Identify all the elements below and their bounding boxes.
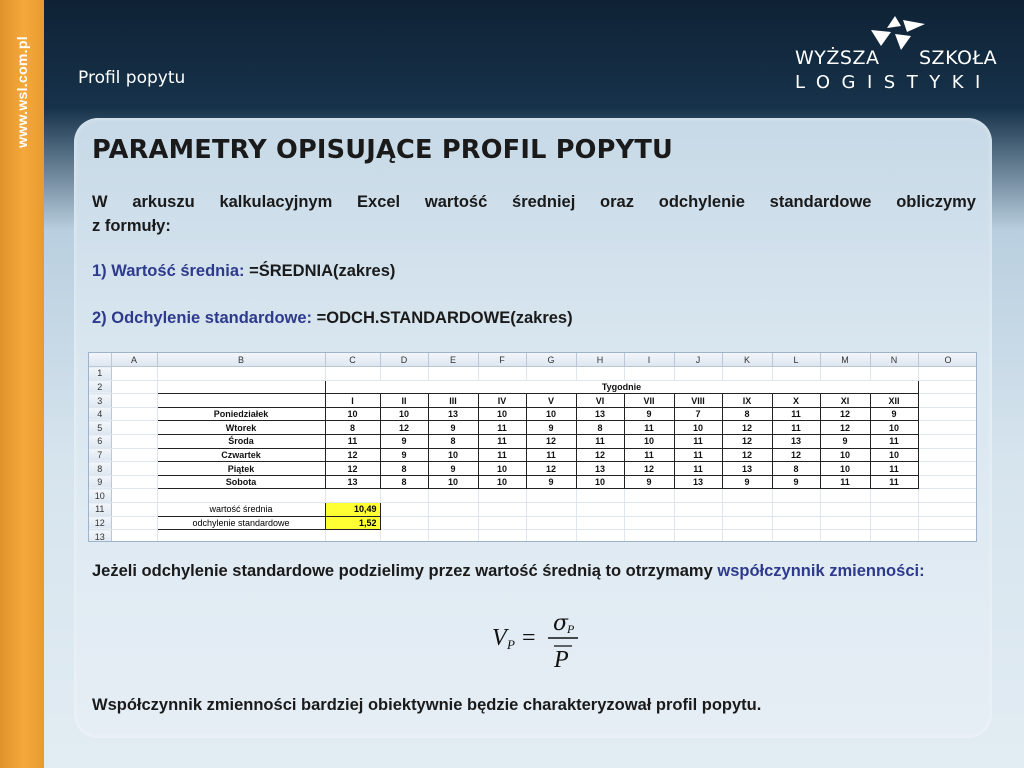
sheet-cell[interactable] xyxy=(918,475,977,489)
column-header-row xyxy=(89,353,977,367)
sheet-cell[interactable] xyxy=(674,489,722,503)
demand-value[interactable]: 12 xyxy=(772,448,820,462)
sheet-cell[interactable] xyxy=(111,503,157,517)
column-header[interactable]: O xyxy=(918,353,977,367)
week-header[interactable]: VII xyxy=(624,394,674,408)
sheet-cell[interactable] xyxy=(722,516,772,530)
sheet-cell[interactable] xyxy=(111,367,157,381)
column-header[interactable]: G xyxy=(526,353,576,367)
sheet-cell[interactable] xyxy=(111,475,157,489)
column-header[interactable]: C xyxy=(325,353,380,367)
demand-value[interactable]: 8 xyxy=(722,407,772,421)
sheet-row xyxy=(89,516,977,530)
demand-value[interactable]: 9 xyxy=(820,435,870,449)
demand-value[interactable]: 11 xyxy=(526,448,576,462)
sheet-row xyxy=(89,421,977,435)
sheet-cell[interactable] xyxy=(820,367,870,381)
row-header[interactable]: 7 xyxy=(89,448,111,462)
row-header[interactable]: 11 xyxy=(89,503,111,517)
demand-value[interactable]: 13 xyxy=(772,435,820,449)
logo-word-szkola: SZKOŁA xyxy=(919,47,998,69)
sheet-cell[interactable] xyxy=(772,367,820,381)
demand-value[interactable]: 11 xyxy=(870,475,918,489)
sheet-cell[interactable] xyxy=(380,367,428,381)
column-header[interactable]: N xyxy=(870,353,918,367)
cv-formula xyxy=(488,610,588,670)
mean-label-cell[interactable]: wartość średnia xyxy=(157,503,325,517)
demand-value[interactable]: 11 xyxy=(674,448,722,462)
demand-value[interactable]: 8 xyxy=(325,421,380,435)
sheet-cell[interactable] xyxy=(380,489,428,503)
sheet-cell[interactable] xyxy=(428,530,478,542)
site-url: www.wsl.com.pl xyxy=(14,36,30,148)
sheet-cell[interactable] xyxy=(918,516,977,530)
demand-value[interactable]: 8 xyxy=(380,462,428,476)
sheet-cell[interactable] xyxy=(870,516,918,530)
sheet-cell[interactable] xyxy=(772,516,820,530)
column-header[interactable]: K xyxy=(722,353,772,367)
demand-value[interactable]: 11 xyxy=(870,435,918,449)
sheet-cell[interactable] xyxy=(772,530,820,542)
demand-value[interactable]: 9 xyxy=(772,475,820,489)
sheet-cell[interactable] xyxy=(576,530,624,542)
demand-value[interactable]: 9 xyxy=(380,435,428,449)
sheet-cell[interactable] xyxy=(111,407,157,421)
school-logo xyxy=(795,14,1000,94)
sheet-cell[interactable] xyxy=(674,530,722,542)
weeks-group-header[interactable]: Tygodnie xyxy=(325,380,918,394)
week-header[interactable]: XII xyxy=(870,394,918,408)
intro-paragraph xyxy=(92,190,976,238)
demand-value[interactable]: 11 xyxy=(772,421,820,435)
sheet-cell[interactable] xyxy=(624,367,674,381)
demand-value[interactable]: 12 xyxy=(526,462,576,476)
column-header[interactable]: F xyxy=(478,353,526,367)
sheet-cell[interactable] xyxy=(325,530,380,542)
demand-value[interactable]: 13 xyxy=(325,475,380,489)
sheet-row xyxy=(89,394,977,408)
demand-value[interactable]: 11 xyxy=(674,462,722,476)
sheet-cell[interactable] xyxy=(526,489,576,503)
sheet-cell[interactable] xyxy=(111,421,157,435)
sheet-cell[interactable] xyxy=(157,530,325,542)
demand-value[interactable]: 11 xyxy=(478,421,526,435)
week-header[interactable]: II xyxy=(380,394,428,408)
intro-line-2: z formuły: xyxy=(92,217,171,235)
column-header[interactable]: I xyxy=(624,353,674,367)
sheet-cell[interactable] xyxy=(157,367,325,381)
row-header[interactable]: 5 xyxy=(89,421,111,435)
sheet-cell[interactable] xyxy=(157,394,325,408)
sheet-cell[interactable] xyxy=(820,503,870,517)
column-header[interactable]: B xyxy=(157,353,325,367)
demand-value[interactable]: 10 xyxy=(428,475,478,489)
demand-value[interactable]: 10 xyxy=(674,421,722,435)
sheet-cell[interactable] xyxy=(820,489,870,503)
sheet-cell[interactable] xyxy=(526,516,576,530)
column-header[interactable]: M xyxy=(820,353,870,367)
demand-value[interactable]: 12 xyxy=(722,421,772,435)
sheet-cell[interactable] xyxy=(111,462,157,476)
sheet-cell[interactable] xyxy=(870,530,918,542)
row-header[interactable]: 8 xyxy=(89,462,111,476)
column-header[interactable]: D xyxy=(380,353,428,367)
week-header[interactable]: VIII xyxy=(674,394,722,408)
demand-value[interactable]: 9 xyxy=(428,421,478,435)
demand-value[interactable]: 11 xyxy=(624,448,674,462)
demand-value[interactable]: 12 xyxy=(325,448,380,462)
sheet-cell[interactable] xyxy=(624,503,674,517)
sheet-cell[interactable] xyxy=(111,516,157,530)
day-label[interactable]: Czwartek xyxy=(157,448,325,462)
demand-value[interactable]: 9 xyxy=(526,421,576,435)
row-header[interactable]: 9 xyxy=(89,475,111,489)
demand-value[interactable]: 8 xyxy=(576,421,624,435)
mean-value-cell[interactable]: 10,49 xyxy=(325,503,380,517)
sheet-cell[interactable] xyxy=(674,516,722,530)
demand-value[interactable]: 8 xyxy=(380,475,428,489)
demand-value[interactable]: 11 xyxy=(624,421,674,435)
sheet-cell[interactable] xyxy=(624,530,674,542)
week-header[interactable]: VI xyxy=(576,394,624,408)
week-header[interactable]: III xyxy=(428,394,478,408)
day-label[interactable]: Sobota xyxy=(157,475,325,489)
day-label[interactable]: Środa xyxy=(157,435,325,449)
sheet-cell[interactable] xyxy=(820,530,870,542)
row-header[interactable]: 2 xyxy=(89,380,111,394)
demand-value[interactable]: 8 xyxy=(772,462,820,476)
mean-label: 1) Wartość średnia: xyxy=(92,262,245,280)
sheet-cell[interactable] xyxy=(526,367,576,381)
demand-value[interactable]: 11 xyxy=(870,462,918,476)
demand-value[interactable]: 13 xyxy=(576,462,624,476)
sheet-cell[interactable] xyxy=(478,503,526,517)
select-all-corner[interactable] xyxy=(89,353,111,367)
column-header[interactable]: A xyxy=(111,353,157,367)
demand-value[interactable]: 10 xyxy=(325,407,380,421)
demand-value[interactable]: 13 xyxy=(722,462,772,476)
sheet-row xyxy=(89,407,977,421)
logo-word-logistyki: LOGISTYKI xyxy=(795,72,992,93)
demand-value[interactable]: 10 xyxy=(624,435,674,449)
sheet-cell[interactable] xyxy=(674,503,722,517)
demand-value[interactable]: 11 xyxy=(478,448,526,462)
row-header[interactable]: 3 xyxy=(89,394,111,408)
row-header[interactable]: 6 xyxy=(89,435,111,449)
week-header[interactable]: IV xyxy=(478,394,526,408)
std-value-cell[interactable]: 1,52 xyxy=(325,516,380,530)
row-header[interactable]: 4 xyxy=(89,407,111,421)
formula-v: V xyxy=(492,625,507,651)
sheet-cell[interactable] xyxy=(576,516,624,530)
sheet-cell[interactable] xyxy=(380,503,428,517)
week-header[interactable]: X xyxy=(772,394,820,408)
demand-value[interactable]: 10 xyxy=(478,462,526,476)
sheet-cell[interactable] xyxy=(526,530,576,542)
sheet-cell[interactable] xyxy=(722,530,772,542)
demand-value[interactable]: 12 xyxy=(526,435,576,449)
demand-value[interactable]: 10 xyxy=(820,462,870,476)
sheet-cell[interactable] xyxy=(918,407,977,421)
sheet-cell[interactable] xyxy=(918,421,977,435)
sheet-cell[interactable] xyxy=(918,530,977,542)
sheet-cell[interactable] xyxy=(870,367,918,381)
demand-value[interactable]: 11 xyxy=(576,435,624,449)
slide-heading: PARAMETRY OPISUJĄCE PROFIL POPYTU xyxy=(92,135,674,165)
demand-value[interactable]: 10 xyxy=(526,407,576,421)
demand-value[interactable]: 11 xyxy=(674,435,722,449)
row-header[interactable]: 1 xyxy=(89,367,111,381)
demand-value[interactable]: 9 xyxy=(870,407,918,421)
demand-value[interactable]: 11 xyxy=(820,475,870,489)
row-header[interactable]: 13 xyxy=(89,530,111,542)
sheet-cell[interactable] xyxy=(325,367,380,381)
sheet-cell[interactable] xyxy=(918,448,977,462)
demand-value[interactable]: 10 xyxy=(870,421,918,435)
sheet-row xyxy=(89,448,977,462)
sheet-cell[interactable] xyxy=(111,380,157,394)
demand-value[interactable]: 12 xyxy=(325,462,380,476)
formula-sigma: σ xyxy=(553,611,569,636)
demand-value[interactable]: 12 xyxy=(624,462,674,476)
demand-value[interactable]: 12 xyxy=(722,435,772,449)
sheet-row xyxy=(89,367,977,381)
std-label-cell[interactable]: odchylenie standardowe xyxy=(157,516,325,530)
demand-value[interactable]: 8 xyxy=(428,435,478,449)
conclusion-paragraph: Współczynnik zmienności bardziej obiektywnie będzie charakteryzował profil popytu. xyxy=(92,696,762,714)
column-header[interactable]: H xyxy=(576,353,624,367)
demand-value[interactable]: 13 xyxy=(576,407,624,421)
intro-line-1: W arkuszu kalkulacyjnym Excel wartość średniej oraz odchylenie standardowe obliczymy xyxy=(92,193,976,211)
slide-section-title: Profil popytu xyxy=(78,68,186,88)
sheet-cell[interactable] xyxy=(918,462,977,476)
week-header[interactable]: V xyxy=(526,394,576,408)
mean-formula-item xyxy=(92,262,395,281)
sheet-row xyxy=(89,435,977,449)
sheet-cell[interactable] xyxy=(918,380,977,394)
sheet-row xyxy=(89,462,977,476)
column-header[interactable]: L xyxy=(772,353,820,367)
sheet-cell[interactable] xyxy=(157,380,325,394)
demand-value[interactable]: 11 xyxy=(772,407,820,421)
sheet-cell[interactable] xyxy=(722,503,772,517)
demand-value[interactable]: 7 xyxy=(674,407,722,421)
week-header[interactable]: IX xyxy=(722,394,772,408)
sheet-cell[interactable] xyxy=(428,503,478,517)
formula-equals: = xyxy=(522,625,536,651)
sheet-cell[interactable] xyxy=(478,489,526,503)
demand-value[interactable]: 10 xyxy=(428,448,478,462)
demand-value[interactable]: 10 xyxy=(820,448,870,462)
demand-value[interactable]: 13 xyxy=(674,475,722,489)
sheet-cell[interactable] xyxy=(918,489,977,503)
demand-value[interactable]: 11 xyxy=(325,435,380,449)
sheet-cell[interactable] xyxy=(624,516,674,530)
sheet-cell[interactable] xyxy=(918,367,977,381)
sheet-cell[interactable] xyxy=(428,367,478,381)
sheet-cell[interactable] xyxy=(772,489,820,503)
sheet-cell[interactable] xyxy=(111,530,157,542)
std-formula-item xyxy=(92,309,573,328)
sheet-cell[interactable] xyxy=(111,394,157,408)
row-header[interactable]: 10 xyxy=(89,489,111,503)
formula-p: P xyxy=(554,647,569,670)
sheet-row xyxy=(89,475,977,489)
cv-paragraph xyxy=(92,559,976,584)
column-header[interactable]: E xyxy=(428,353,478,367)
demand-value[interactable]: 10 xyxy=(870,448,918,462)
demand-value[interactable]: 9 xyxy=(526,475,576,489)
sheet-cell[interactable] xyxy=(478,367,526,381)
sheet-row xyxy=(89,489,977,503)
sheet-cell[interactable] xyxy=(111,448,157,462)
row-header[interactable]: 12 xyxy=(89,516,111,530)
sheet-cell[interactable] xyxy=(820,516,870,530)
demand-value[interactable]: 10 xyxy=(478,407,526,421)
demand-value[interactable]: 13 xyxy=(428,407,478,421)
sheet-cell[interactable] xyxy=(624,489,674,503)
demand-value[interactable]: 10 xyxy=(576,475,624,489)
demand-value[interactable]: 12 xyxy=(576,448,624,462)
sheet-cell[interactable] xyxy=(380,516,428,530)
sheet-row xyxy=(89,530,977,542)
sheet-cell[interactable] xyxy=(918,394,977,408)
sheet-cell[interactable] xyxy=(722,367,772,381)
sheet-cell[interactable] xyxy=(576,367,624,381)
demand-value[interactable]: 9 xyxy=(428,462,478,476)
side-stripe xyxy=(0,0,44,768)
sheet-cell[interactable] xyxy=(478,530,526,542)
sheet-cell[interactable] xyxy=(428,489,478,503)
demand-value[interactable]: 9 xyxy=(380,448,428,462)
sheet-cell[interactable] xyxy=(918,435,977,449)
logo-star-icon xyxy=(867,16,927,50)
day-label[interactable]: Piątek xyxy=(157,462,325,476)
sheet-cell[interactable] xyxy=(380,530,428,542)
sheet-cell[interactable] xyxy=(111,435,157,449)
std-formula: =ODCH.STANDARDOWE(zakres) xyxy=(312,309,573,327)
spreadsheet-table xyxy=(89,353,977,542)
sheet-cell[interactable] xyxy=(478,516,526,530)
sheet-cell[interactable] xyxy=(918,503,977,517)
column-header[interactable]: J xyxy=(674,353,722,367)
sheet-cell[interactable] xyxy=(870,503,918,517)
sheet-row xyxy=(89,503,977,517)
demand-value[interactable]: 9 xyxy=(722,475,772,489)
day-label[interactable]: Wtorek xyxy=(157,421,325,435)
day-label[interactable]: Poniedziałek xyxy=(157,407,325,421)
sheet-cell[interactable] xyxy=(428,516,478,530)
sheet-cell[interactable] xyxy=(325,489,380,503)
sheet-cell[interactable] xyxy=(526,503,576,517)
demand-value[interactable]: 12 xyxy=(722,448,772,462)
demand-value[interactable]: 12 xyxy=(380,421,428,435)
sheet-row xyxy=(89,380,977,394)
spreadsheet xyxy=(88,352,977,542)
formula-sigma-sub: P xyxy=(567,622,575,636)
demand-value[interactable]: 12 xyxy=(820,407,870,421)
formula-v-sub: P xyxy=(507,637,515,652)
sheet-cell[interactable] xyxy=(111,489,157,503)
logo-word-wyzsza: WYŻSZA xyxy=(795,47,880,69)
cv-term: współczynnik zmienności: xyxy=(717,562,925,580)
mean-formula: =ŚREDNIA(zakres) xyxy=(244,262,396,280)
demand-value[interactable]: 10 xyxy=(478,475,526,489)
sheet-cell[interactable] xyxy=(157,489,325,503)
sheet-cell[interactable] xyxy=(576,489,624,503)
sheet-cell[interactable] xyxy=(870,489,918,503)
sheet-cell[interactable] xyxy=(576,503,624,517)
week-header[interactable]: I xyxy=(325,394,380,408)
week-header[interactable]: XI xyxy=(820,394,870,408)
std-label: 2) Odchylenie standardowe: xyxy=(92,309,313,327)
demand-value[interactable]: 9 xyxy=(624,407,674,421)
demand-value[interactable]: 9 xyxy=(624,475,674,489)
sheet-cell[interactable] xyxy=(674,367,722,381)
demand-value[interactable]: 11 xyxy=(478,435,526,449)
cv-text: Jeżeli odchylenie standardowe podzielimy przez wartość średnią to otrzymamy xyxy=(92,562,718,580)
sheet-cell[interactable] xyxy=(722,489,772,503)
demand-value[interactable]: 12 xyxy=(820,421,870,435)
demand-value[interactable]: 10 xyxy=(380,407,428,421)
sheet-cell[interactable] xyxy=(772,503,820,517)
